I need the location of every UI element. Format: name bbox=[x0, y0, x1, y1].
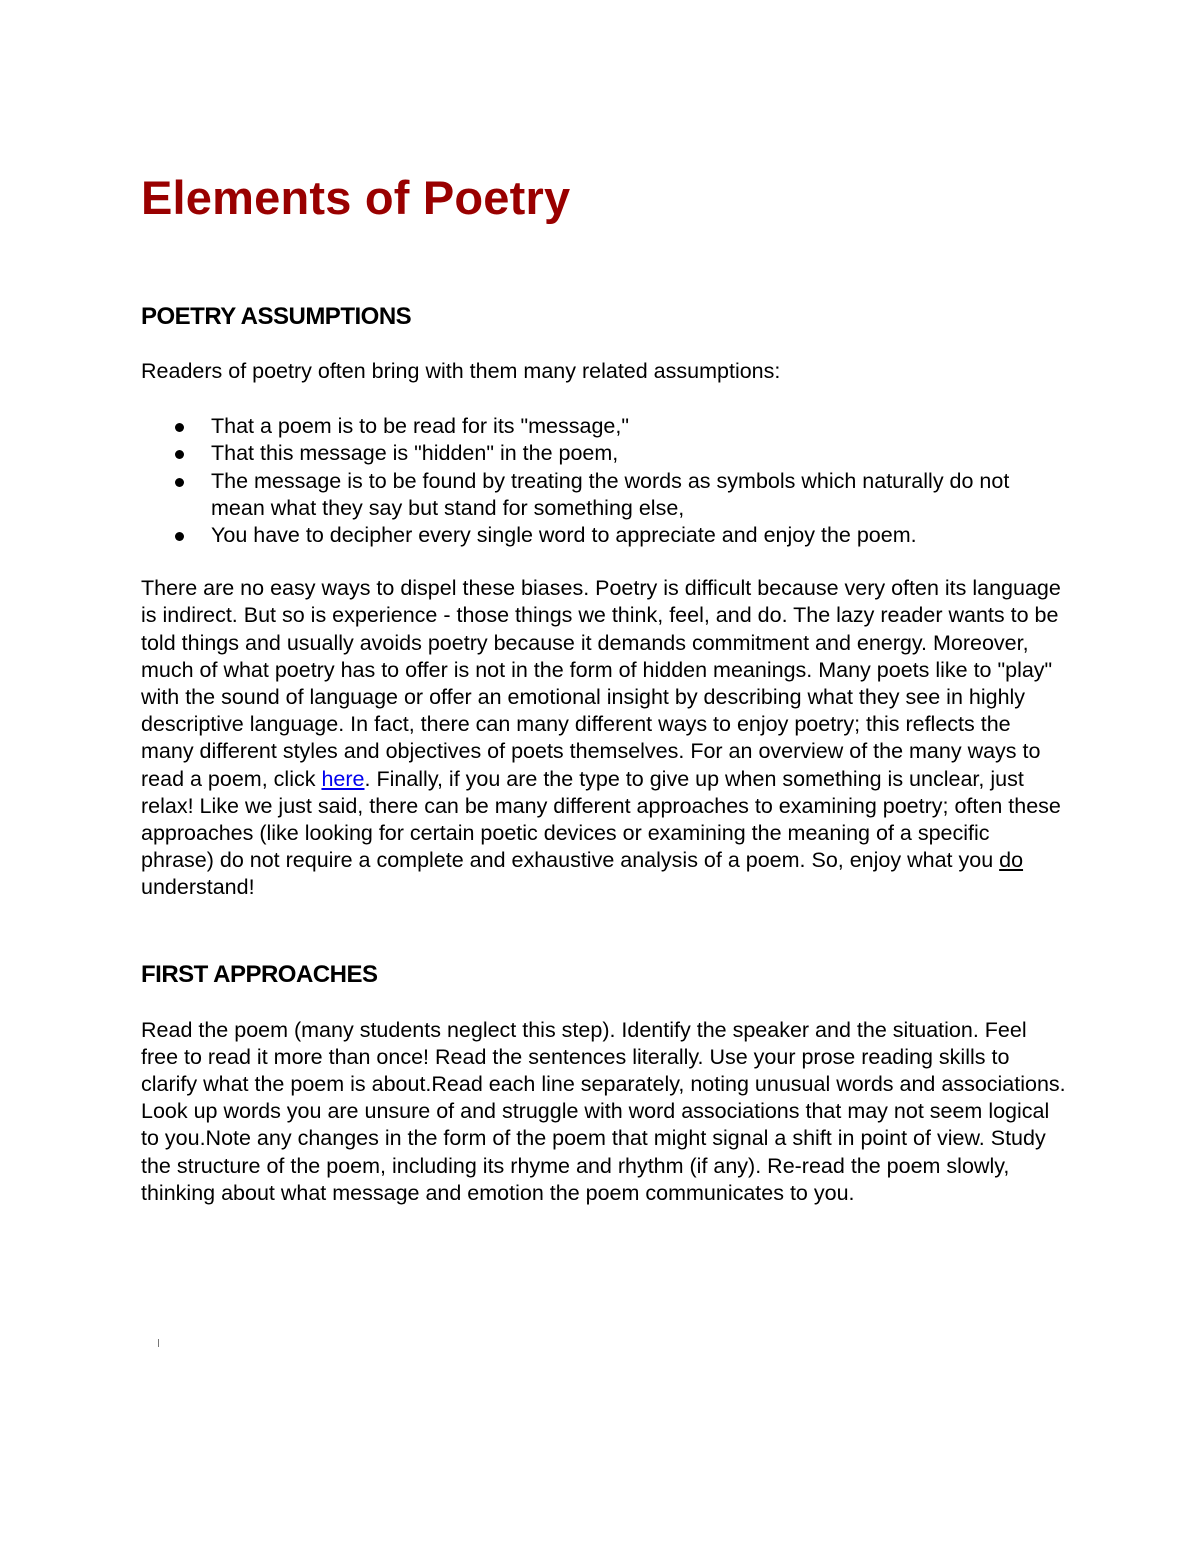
paragraph-text-start: There are no easy ways to dispel these biases. Poetry is difficult because very often its language is indirect. But so is experience - those things we think, feel, and do. The lazy reader wants to be told things and usually avoids poetry because it demands commitment and energy. Moreover, much of what poetry has to offer is not in the form of hidden meanings. Many poets like to "play" with the sound of language or offer an emotional insight by describing what they see in highly descriptive language. In fact, there can many different ways to enjoy poetry; this reflects the many different styles and objectives of poets themselves. For an overview of the many ways to read a poem, click bbox=[141, 576, 1061, 791]
list-item bbox=[211, 440, 1066, 467]
assumptions-list bbox=[141, 413, 1066, 549]
page-title: Elements of Poetry bbox=[141, 171, 571, 224]
emphasis-do: do bbox=[999, 848, 1024, 873]
stray-mark bbox=[158, 1339, 159, 1347]
list-item-text: The message is to be found by treating the words as symbols which naturally do not mean what they say but stand for something else, bbox=[211, 468, 1010, 520]
paragraph-text-middle: . Finally, if you are the type to give up when something is unclear, just relax! Like we just said, there can be many different approaches to examining poetry; often these approaches (like looking for certain poetic devices or examining the meaning of a specific phrase) do not require a complete and exhaustive analysis of a poem. So, enjoy what you bbox=[141, 766, 1061, 873]
here-link[interactable]: here bbox=[321, 766, 365, 791]
heading-poetry-assumptions: POETRY ASSUMPTIONS bbox=[141, 303, 412, 330]
list-item bbox=[211, 468, 1066, 522]
bullet-icon bbox=[175, 423, 184, 432]
bullet-icon bbox=[175, 450, 184, 459]
biases-paragraph bbox=[141, 575, 1066, 901]
list-item-text: That this message is "hidden" in the poem, bbox=[211, 441, 619, 466]
approaches-paragraph: Read the poem (many students neglect this step). Identify the speaker and the situation. Feel free to read it more than once! Read the sentences literally. Use your prose reading skills to clarify what the poem is about.Read each line separately, noting unusual words and associations. Look up words you are unsure of and struggle with word associations that may not seem logical to you.Note any changes in the form of the poem that might signal a shift in point of view. Study the structure of the poem, including its rhyme and rhythm (if any). Re-read the poem slowly, thinking about what message and emotion the poem communicates to you. bbox=[141, 1017, 1066, 1205]
paragraph-text-end: understand! bbox=[141, 875, 255, 900]
list-item bbox=[211, 413, 1066, 440]
document-page bbox=[141, 168, 1066, 1207]
list-item-text: You have to decipher every single word to appreciate and enjoy the poem. bbox=[211, 523, 917, 548]
list-item bbox=[211, 522, 1066, 549]
list-item-text: That a poem is to be read for its "message," bbox=[211, 414, 629, 439]
bullet-icon bbox=[175, 532, 184, 541]
assumptions-intro: Readers of poetry often bring with them many related assumptions: bbox=[141, 359, 781, 383]
bullet-icon bbox=[175, 478, 184, 487]
heading-first-approaches: FIRST APPROACHES bbox=[141, 960, 378, 988]
